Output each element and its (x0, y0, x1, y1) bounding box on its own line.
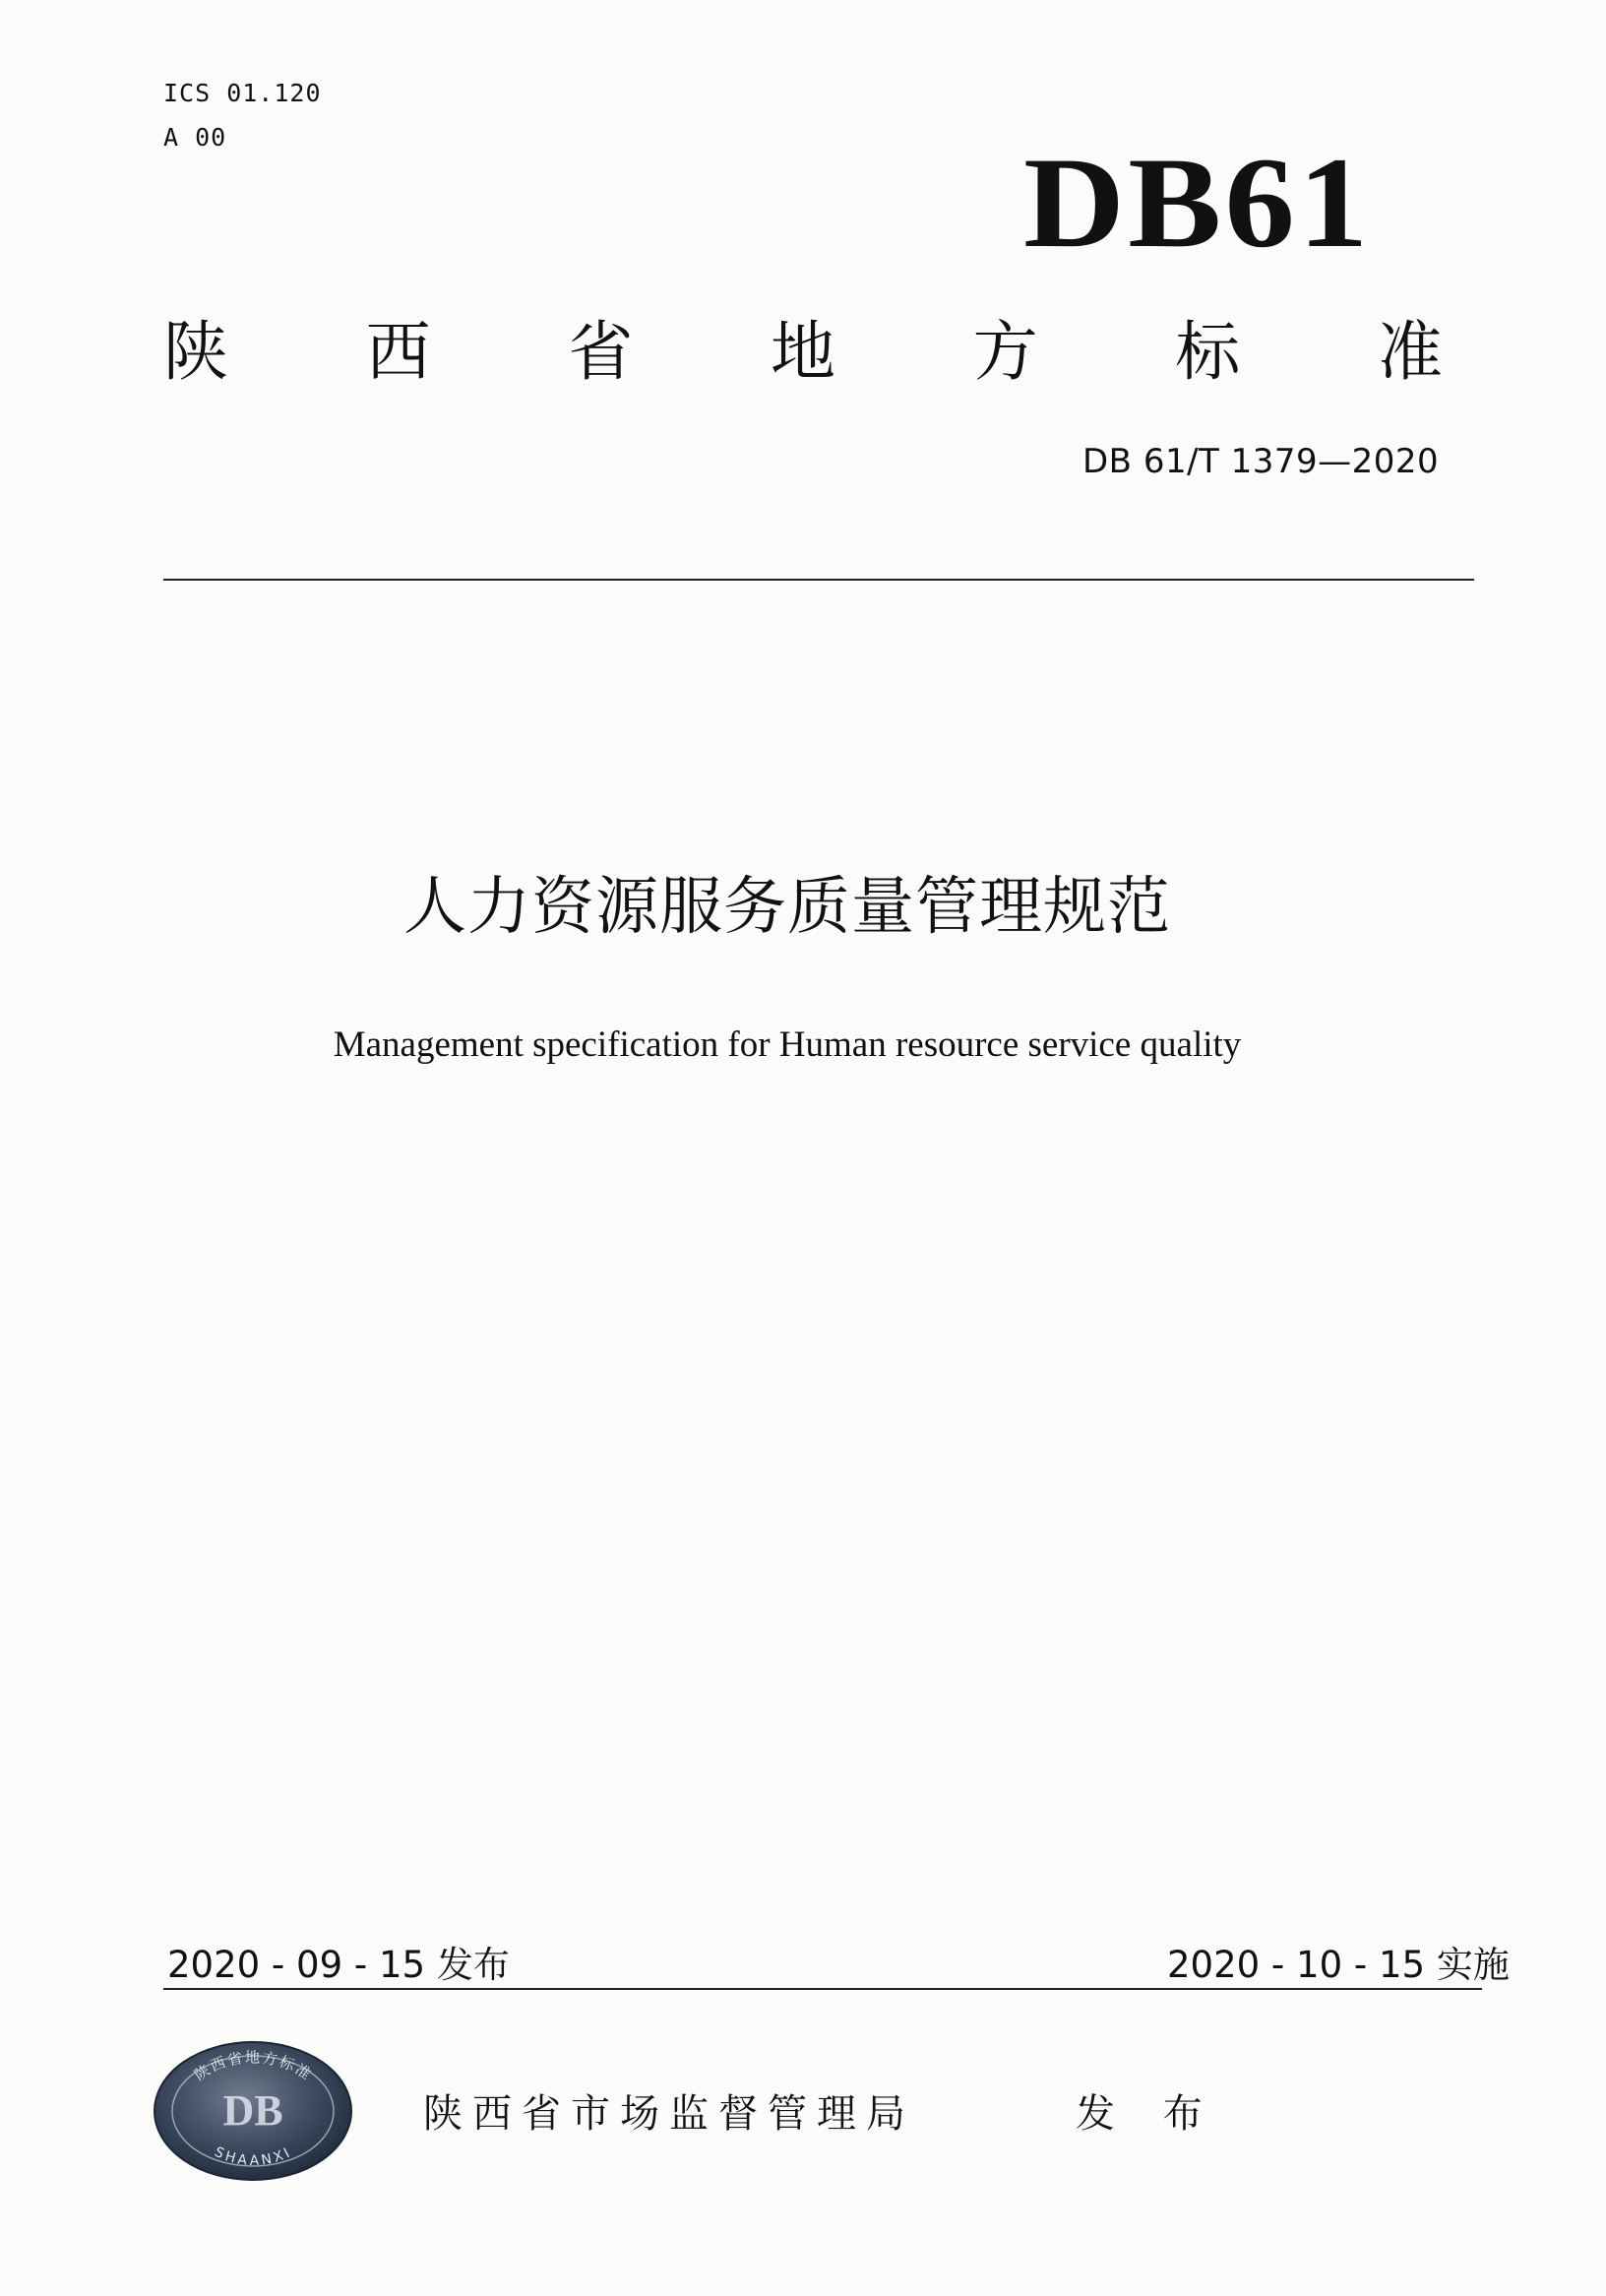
standard-type-char: 西 (365, 314, 431, 390)
ics-code: ICS 01.120 (163, 79, 322, 107)
standard-type-char: 地 (770, 314, 835, 390)
standard-type-char: 陕 (163, 314, 228, 390)
provincial-standard-seal (153, 2040, 354, 2182)
standard-type-char: 标 (1175, 314, 1241, 390)
seal-bottom-text: SHAANXI (212, 2143, 295, 2169)
document-title-english: Management specification for Human resource service quality (333, 1024, 1242, 1065)
header-divider (163, 579, 1474, 581)
publisher-name: 陕西省市场监督管理局 (423, 2091, 915, 2137)
publish-label: 发 布 (1076, 2091, 1220, 2137)
issue-date: 2020 - 09 - 15 发布 (167, 1944, 510, 1986)
seal-ring-text: 陕西省地方标准 (191, 2048, 316, 2084)
standard-type (163, 313, 1443, 392)
standard-number: DB 61/T 1379—2020 (1082, 442, 1440, 481)
footer-divider (163, 1988, 1482, 1990)
document-title-chinese: 人力资源服务质量管理规范 (403, 871, 1171, 944)
implementation-date: 2020 - 10 - 15 实施 (1167, 1944, 1510, 1986)
standard-type-char: 方 (972, 314, 1038, 390)
classification-code: A 00 (163, 123, 227, 152)
standard-type-char: 省 (568, 314, 634, 390)
standard-code: DB61 (1023, 130, 1372, 275)
seal-center-text: DB (222, 2086, 283, 2135)
standard-type-char: 准 (1377, 314, 1443, 390)
